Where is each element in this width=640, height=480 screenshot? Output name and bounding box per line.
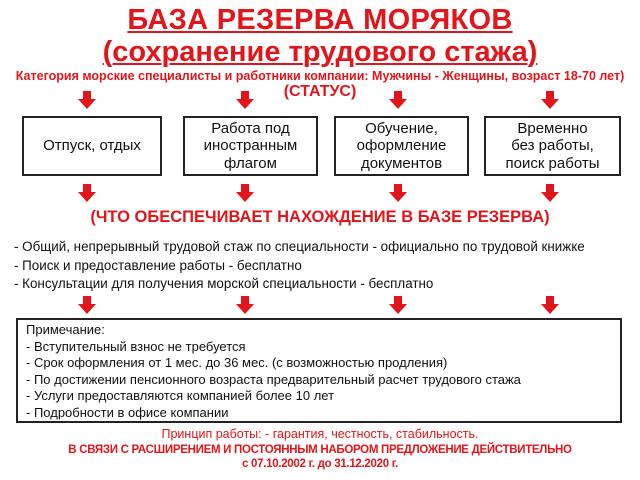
note-item: - Подробности в офисе компании <box>26 404 229 420</box>
note-item: - По достижении пенсионного возраста предварительный расчет трудового стажа <box>26 371 521 387</box>
down-arrow-icon <box>389 184 407 202</box>
principle-line: Принцип работы: - гарантия, честность, стабильность. <box>161 427 479 441</box>
down-arrow-icon <box>78 91 96 109</box>
note-title: Примечание: <box>26 322 105 337</box>
down-arrow-icon <box>236 184 254 202</box>
benefit-item: - Общий, непрерывный трудовой стаж по специальности - официально по трудовой книжке <box>14 239 585 254</box>
down-arrow-icon <box>389 91 407 109</box>
note-item: - Вступительный взнос не требуется <box>26 338 246 354</box>
down-arrow-icon <box>78 184 96 202</box>
down-arrow-icon <box>236 296 254 314</box>
benefits-heading: (ЧТО ОБЕСПЕЧИВАЕТ НАХОЖДЕНИЕ В БАЗЕ РЕЗЕРВА) <box>90 208 550 226</box>
benefits-list <box>14 238 634 294</box>
status-label: (СТАТУС) <box>283 83 357 100</box>
note-item: - Услуги предоставляются компанией более 10 лет <box>26 388 335 404</box>
status-box-unemployed: Временно без работы, поиск работы <box>484 116 621 176</box>
page-title: БАЗА РЕЗЕРВА МОРЯКОВ <box>127 4 513 36</box>
down-arrow-icon <box>389 296 407 314</box>
down-arrow-icon <box>541 184 559 202</box>
benefit-item: - Поиск и предоставление работы - бесплатно <box>14 257 302 273</box>
category-line: Категория морские специалисты и работники компании: Мужчины - Женщины, возраст 18-70 лет) <box>15 69 625 83</box>
validity-line-1: В СВЯЗИ С РАСШИРЕНИЕМ И ПОСТОЯННЫМ НАБОРОМ ПРЕДЛОЖЕНИЕ ДЕЙСТВИТЕЛЬНО <box>68 444 572 456</box>
down-arrow-icon <box>78 296 96 314</box>
status-box-training: Обучение, оформление документов <box>334 116 469 176</box>
note-item: - Срок оформления от 1 мес. до 36 мес. (с возможностью продления) <box>26 355 448 371</box>
down-arrow-icon <box>541 296 559 314</box>
benefit-item: - Консультации для получения морской специальности - бесплатно <box>14 276 434 291</box>
page-subtitle: (сохранение трудового стажа) <box>102 36 538 68</box>
status-box-foreign-flag: Работа под иностранным флагом <box>183 116 318 176</box>
status-box-vacation: Отпуск, отдых <box>22 116 162 176</box>
down-arrow-icon <box>541 91 559 109</box>
down-arrow-icon <box>236 91 254 109</box>
validity-line-2: с 07.10.2002 г. до 31.12.2020 г. <box>242 458 398 470</box>
note-box <box>16 318 622 423</box>
